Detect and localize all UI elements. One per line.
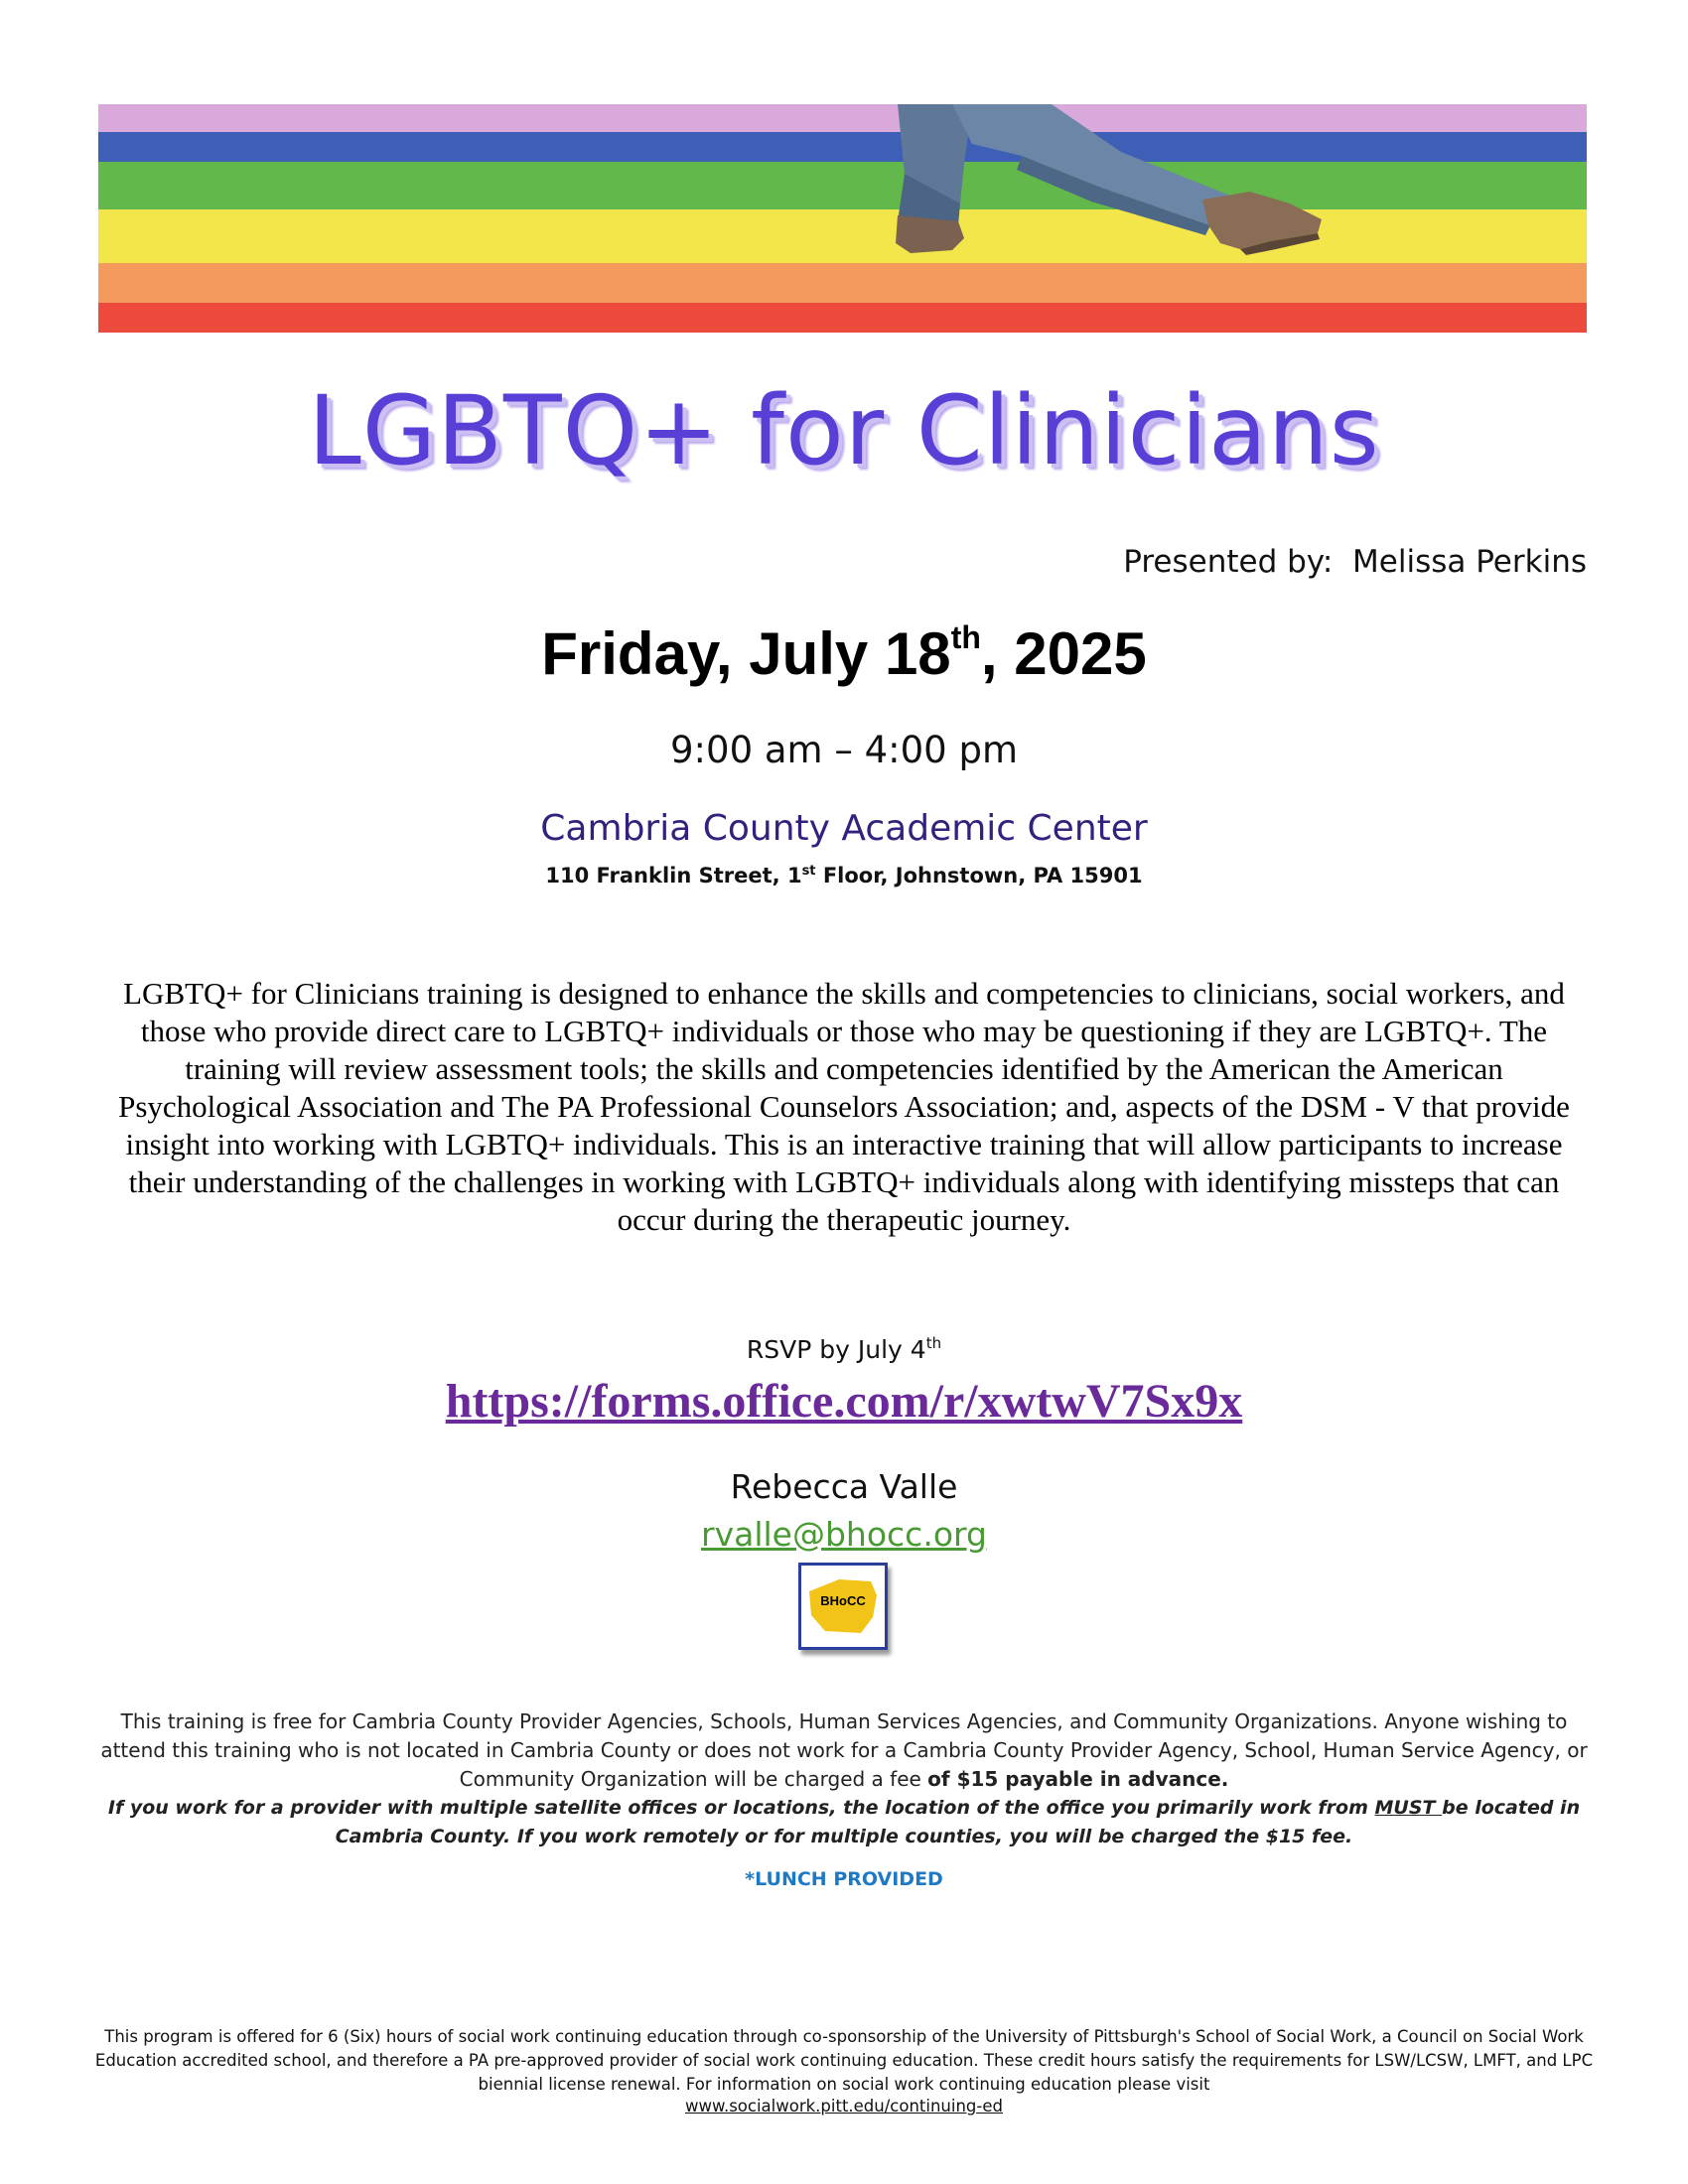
page-title: LGBTQ+ for Clinicians	[308, 375, 1380, 486]
fee-notice	[95, 1707, 1593, 1794]
must-emphasis: MUST	[1374, 1797, 1443, 1819]
fee-notice-text: This training is free for Cambria County Provider Agencies, Schools, Human Services Agencies, and Community Organizations. Anyone wishing to attend this training who is not located in Cambria County or does not work for a Cambria County Provider Agency, School, Human Service Agency, or Community Organization will be charged a fee	[100, 1709, 1588, 1791]
event-time: 9:00 am – 4:00 pm	[670, 729, 1018, 771]
ce-credit-footer: This program is offered for 6 (Six) hours of social work continuing education through co-sponsorship of the University of Pittsburgh's School of Social Work, a Council on Social Work Education accredited school, and therefore a PA pre-approved provider of social work continuing education. These credit hours satisfy the requirements for LSW/LCSW, LMFT, and LPC biennial license renewal. For information on social work continuing education please visit	[94, 2027, 1594, 2094]
rsvp-deadline	[0, 1335, 1688, 1364]
event-date	[0, 619, 1688, 688]
contact-name: Rebecca Valle	[730, 1467, 958, 1506]
venue-name: Cambria County Academic Center	[540, 808, 1148, 849]
venue-address	[0, 864, 1688, 887]
bhocc-logo	[798, 1563, 888, 1650]
location-requirement	[95, 1794, 1593, 1851]
date-year: , 2025	[980, 620, 1147, 687]
date-main: Friday, July 18	[541, 620, 951, 687]
fee-amount: of $15 payable in advance.	[927, 1767, 1229, 1791]
rsvp-form-link[interactable]: https://forms.office.com/r/xwtwV7Sx9x	[445, 1375, 1243, 1428]
logo-text: BHoCC	[820, 1593, 866, 1608]
continuing-ed-link[interactable]: www.socialwork.pitt.edu/continuing-ed	[684, 2097, 1003, 2116]
date-suffix: th	[950, 619, 981, 655]
address-end: Floor, Johnstown, PA 15901	[815, 864, 1143, 887]
lunch-notice: *LUNCH PROVIDED	[745, 1868, 943, 1890]
rainbow-banner-image	[98, 104, 1587, 333]
rsvp-suffix: th	[925, 1334, 942, 1352]
location-text-start: If you work for a provider with multiple satellite offices or locations, the location of the office you primarily work from	[107, 1797, 1375, 1819]
address-start: 110 Franklin Street, 1	[545, 864, 802, 887]
location-text-end: be located in Cambria County. If you work remotely or for multiple counties, you will be charged the $15 fee.	[335, 1797, 1581, 1847]
rsvp-text: RSVP by July 4	[746, 1335, 926, 1364]
contact-email-link[interactable]: rvalle@bhocc.org	[701, 1515, 987, 1554]
address-floor-suffix: st	[801, 864, 816, 879]
presenter-line: Presented by: Melissa Perkins	[1123, 544, 1587, 580]
training-description: LGBTQ+ for Clinicians training is designed to enhance the skills and competencies to clinicians, social workers, and those who provide direct care to LGBTQ+ individuals or those who may be questioning if they are LGBTQ+. The training will review assessment tools; the skills and competencies identified by the American the American Psychological Association and The PA Professional Counselors Association; and, aspects of the DSM - V that provide insight into working with LGBTQ+ individuals. This is an interactive training that will allow participants to increase their understanding of the challenges in working with LGBTQ+ individuals along with identifying missteps that can occur during the therapeutic journey.	[118, 976, 1570, 1237]
walking-legs-illustration	[98, 104, 1587, 333]
